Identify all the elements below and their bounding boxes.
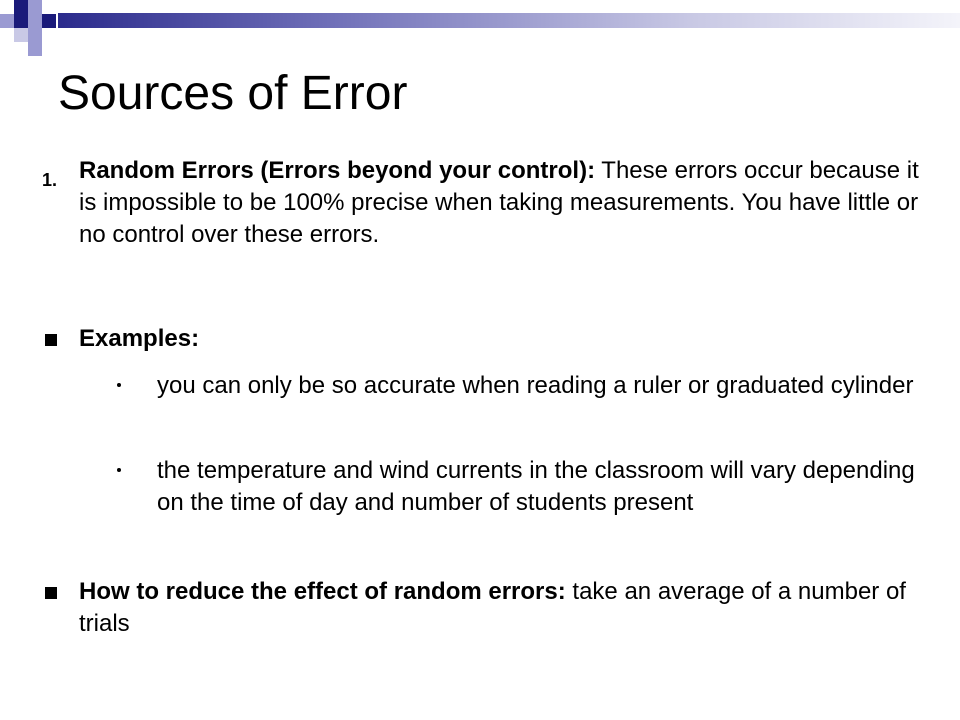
header-gradient-bar (58, 13, 960, 28)
square-bullet-icon (45, 334, 57, 346)
examples-label: Examples: (79, 325, 200, 352)
header-square (28, 14, 42, 28)
header-square (28, 42, 42, 56)
random-errors-text: These errors occur because it is impossible to be 100% precise when taking measurements. You have little or no control over these errors. (79, 157, 919, 248)
slide-title: Sources of Error (58, 67, 408, 120)
random-errors-heading: Random Errors (Errors beyond your control): (79, 157, 596, 184)
random-errors-paragraph (79, 155, 919, 251)
reduce-errors-text: take an average of a number of trials (79, 578, 906, 637)
list-number: 1. (42, 170, 58, 190)
header-square (28, 0, 42, 14)
header-square (14, 0, 28, 14)
header-square (14, 28, 28, 42)
reduce-errors-heading: How to reduce the effect of random errors: (79, 578, 566, 605)
header-square (0, 14, 14, 28)
example-item: the temperature and wind currents in the classroom will vary depending on the time of day and number of students present (157, 457, 915, 516)
header-square (14, 14, 28, 28)
header-square (42, 14, 56, 28)
header-square (28, 28, 42, 42)
example-item: you can only be so accurate when reading a ruler or graduated cylinder (157, 372, 914, 399)
square-bullet-icon (45, 587, 57, 599)
dot-bullet-icon (117, 383, 121, 387)
reduce-errors-paragraph (79, 576, 919, 640)
dot-bullet-icon (117, 468, 121, 472)
